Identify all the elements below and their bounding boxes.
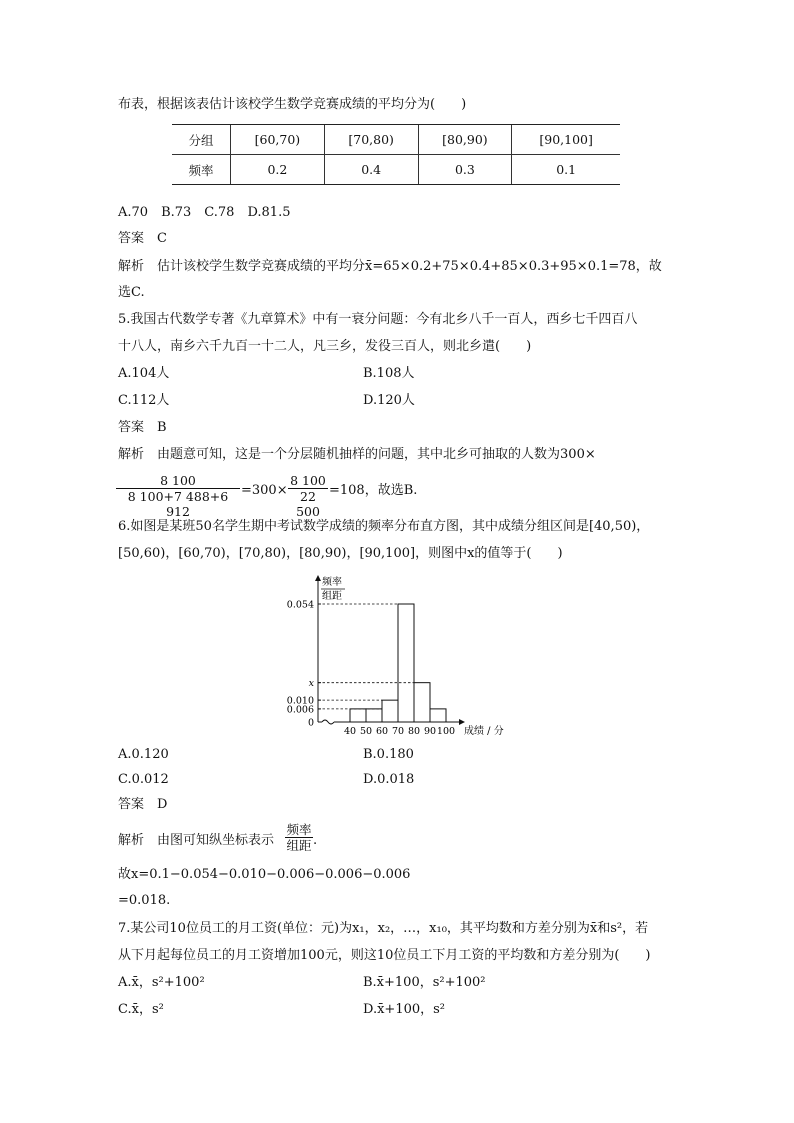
table-cell: 频率	[172, 155, 231, 185]
table-cell: [60,70)	[231, 125, 325, 155]
y-axis-label-denominator: 组距	[322, 591, 342, 602]
question-6-calculation-line2: =0.018.	[118, 893, 171, 908]
question-6-calculation-line1: 故x=0.1−0.054−0.010−0.006−0.006−0.006	[118, 867, 411, 882]
question-5-analysis	[118, 446, 596, 464]
question-5-stem-line2: 十八人，南乡六千九百一十二人，凡三乡，发役三百人，则北乡遣( )	[118, 339, 532, 354]
question-4-analysis	[118, 258, 662, 276]
analysis-label: 解析	[118, 447, 145, 462]
question-6-stem-line1: 6.如图是某班50名学生期中考试数学成绩的频率分布直方图，其中成绩分组区间是[40,50)，	[118, 519, 650, 534]
question-6-analysis	[118, 832, 274, 850]
x-tick-label: 50	[359, 726, 373, 737]
fraction-numerator: 8 100	[160, 473, 196, 488]
question-4-stem: 布表，根据该表估计该校学生数学竞赛成绩的平均分为( )	[118, 97, 467, 112]
question-7-option-a: A.x̄，s²+100²	[118, 975, 205, 990]
answer-label: 答案	[118, 797, 145, 812]
analysis-text: 估计该校学生数学竞赛成绩的平均分x̄=65×0.2+75×0.4+85×0.3+95×0.1=78，故	[157, 259, 662, 274]
y-tick-label: x	[308, 678, 314, 690]
frequency-table	[172, 124, 620, 185]
histogram-bar	[366, 709, 382, 722]
answer-value: B	[157, 420, 167, 435]
answer-value: D	[157, 797, 168, 812]
y-tick-label: 0.006	[286, 704, 314, 716]
answer-label: 答案	[118, 420, 145, 435]
question-7-option-c: C.x̄，s²	[118, 1002, 164, 1017]
fraction-numerator: 8 100	[290, 473, 326, 488]
question-4-options: A.70 B.73 C.78 D.81.5	[118, 205, 291, 220]
question-6-option-b: B.0.180	[363, 747, 414, 762]
axis-break-mark	[322, 720, 334, 724]
frequency-histogram	[282, 572, 522, 742]
question-5-option-a: A.104人	[118, 366, 170, 381]
fraction-numerator: 频率	[286, 822, 312, 837]
x-tick-label: 70	[391, 726, 405, 737]
analysis-period: .	[313, 833, 318, 848]
histogram-bar	[430, 709, 446, 722]
fraction-denominator: 22 500	[288, 488, 328, 519]
table-header-row	[172, 125, 620, 155]
question-6-option-c: C.0.012	[118, 772, 169, 787]
x-tick-label: 90	[423, 726, 437, 737]
question-5-option-d: D.120人	[363, 393, 415, 408]
question-5-answer	[118, 419, 167, 437]
question-7-stem-line1: 7.某公司10位员工的月工资(单位：元)为x₁，x₂，…，x₁₀，其平均数和方差分别为x̄和s²，若	[118, 921, 649, 936]
fraction-frequency-over-width	[285, 822, 313, 853]
table-cell: 0.4	[324, 155, 418, 185]
question-6-stem-line2: [50,60)，[60,70)，[70,80)，[80,90)，[90,100]，则图中x的值等于( )	[118, 546, 563, 561]
histogram-bar	[382, 700, 398, 722]
table-cell: [90,100]	[512, 125, 620, 155]
y-tick-label: 0.010	[286, 695, 314, 707]
histogram-bar	[414, 683, 430, 722]
table-cell: 0.1	[512, 155, 620, 185]
answer-label: 答案	[118, 231, 145, 246]
x-tick-label: 80	[407, 726, 421, 737]
question-5-option-b: B.108人	[363, 366, 415, 381]
fraction-northern-share	[116, 473, 240, 519]
question-5-stem-line1: 5.我国古代数学专著《九章算术》中有一衰分问题：今有北乡八千一百人，西乡七千四百八	[118, 312, 638, 327]
x-tick-label: 40	[343, 726, 357, 737]
question-6-option-a: A.0.120	[118, 747, 169, 762]
table-cell: [70,80)	[324, 125, 418, 155]
equation-mid-text: =300×	[241, 483, 288, 498]
y-tick-label: 0	[307, 717, 314, 729]
table-row	[172, 155, 620, 185]
question-7-stem-line2: 从下月起每位员工的月工资增加100元，则这10位员工下月工资的平均数和方差分别为( )	[118, 948, 651, 963]
question-4-analysis-cont: 选C.	[118, 285, 145, 300]
question-6-option-d: D.0.018	[363, 772, 415, 787]
table-cell: 分组	[172, 125, 231, 155]
fraction-simplified	[288, 473, 328, 519]
table-cell: [80,90)	[418, 125, 512, 155]
question-5-option-c: C.112人	[118, 393, 170, 408]
histogram-bar	[350, 709, 366, 722]
fraction-denominator: 组距	[286, 838, 312, 853]
table-cell: 0.3	[418, 155, 512, 185]
question-7-option-d: D.x̄+100，s²	[363, 1002, 446, 1017]
table-cell: 0.2	[231, 155, 325, 185]
question-7-option-b: B.x̄+100，s²+100²	[363, 975, 486, 990]
x-tick-label: 60	[375, 726, 389, 737]
histogram-bar	[398, 604, 414, 722]
x-axis-label: 成绩 / 分	[464, 726, 504, 737]
equation-tail-text: =108，故选B.	[329, 483, 418, 498]
analysis-text: 由题意可知，这是一个分层随机抽样的问题，其中北乡可抽取的人数为300×	[157, 447, 596, 462]
analysis-text: 由图可知纵坐标表示	[157, 833, 275, 848]
answer-value: C	[157, 231, 167, 246]
x-tick-label: 100	[436, 726, 456, 737]
analysis-label: 解析	[118, 833, 145, 848]
analysis-label: 解析	[118, 259, 145, 274]
y-axis-label-numerator: 频率	[322, 577, 342, 588]
fraction-denominator: 8 100+7 488+6 912	[116, 488, 240, 519]
y-tick-label: 0.054	[286, 599, 314, 611]
question-4-answer	[118, 230, 167, 248]
question-6-answer	[118, 796, 167, 814]
